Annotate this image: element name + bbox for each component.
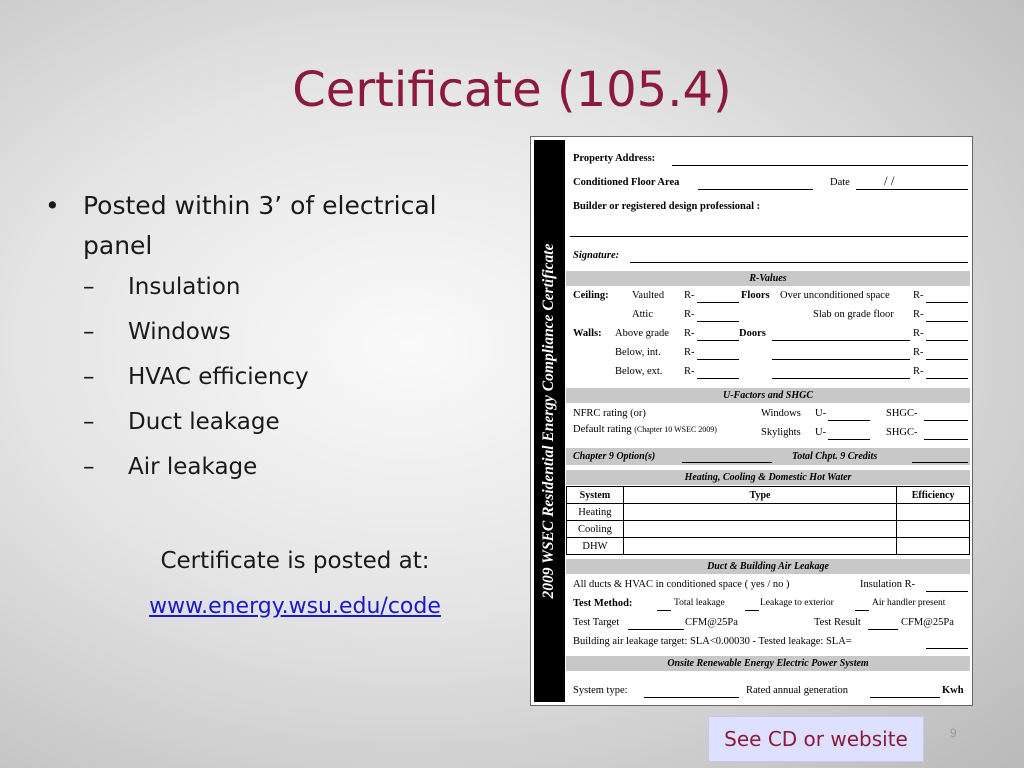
property-address-label: Property Address:: [573, 153, 656, 164]
sub-bullet-item: [83, 362, 505, 407]
doors-label: Doors: [739, 328, 766, 339]
below-int-label: Below, int.: [615, 347, 661, 358]
r-prefix: R-: [913, 328, 924, 339]
date-line: [856, 189, 968, 190]
floor-area-line: [698, 189, 813, 190]
r-prefix: R-: [684, 290, 695, 301]
default-rating-label: Default rating (Chapter 10 WSEC 2009): [573, 424, 717, 435]
r-values-header: R-Values: [566, 271, 970, 286]
sub-bullet-text: Windows: [128, 319, 231, 345]
door-r-line-3: [926, 378, 968, 379]
page-number: 9: [950, 726, 957, 740]
above-grade-label: Above grade: [615, 328, 669, 339]
bullet-text: Posted within 3’ of electrical panel: [83, 191, 437, 260]
doors-r-line: [926, 340, 968, 341]
r-prefix: R-: [684, 328, 695, 339]
total-credits-label: Total Chpt. 9 Credits: [792, 451, 878, 462]
r-prefix: R-: [913, 347, 924, 358]
r-prefix: R-: [913, 366, 924, 377]
table-cell: [623, 521, 896, 538]
air-handler-check[interactable]: [855, 610, 869, 611]
r-prefix: R-: [913, 309, 924, 320]
below-ext-label: Below, ext.: [615, 366, 663, 377]
signature-line: [630, 262, 968, 263]
table-cell: [897, 504, 970, 521]
total-leakage-check[interactable]: [657, 610, 671, 611]
sub-bullet-text: Insulation: [128, 274, 241, 300]
slide-title: Certificate (105.4): [292, 62, 732, 118]
table-row: [567, 504, 970, 521]
code-website-link[interactable]: www.energy.wsu.edu/code: [149, 594, 441, 619]
sub-bullet-list: [83, 272, 505, 497]
builder-label: Builder or registered design professional :: [573, 201, 761, 212]
system-type-line: [644, 697, 739, 698]
table-cell: [623, 504, 896, 521]
table-cell: DHW: [567, 538, 624, 555]
r-prefix: R-: [913, 290, 924, 301]
skylights-label: Skylights: [761, 427, 801, 438]
signature-label: Signature:: [573, 250, 620, 261]
r-prefix: R-: [684, 309, 695, 320]
dash-icon: –: [83, 454, 95, 480]
building-leakage-label: Building air leakage target: SLA<0.00030 - Tested leakage: SLA=: [573, 636, 852, 647]
skylights-u-line: [828, 439, 870, 440]
date-label: Date: [830, 177, 850, 188]
all-ducts-label: All ducts & HVAC in conditioned space ( yes / no ): [573, 579, 790, 590]
test-result-line: [868, 629, 898, 630]
col-type: Type: [623, 487, 896, 504]
certificate-side-banner: [534, 140, 565, 702]
dash-icon: –: [83, 364, 95, 390]
compliance-certificate: [530, 136, 973, 706]
dash-icon: –: [83, 409, 95, 435]
test-target-line: [628, 629, 684, 630]
test-result-label: Test Result: [814, 617, 861, 628]
chapter9-band: [566, 448, 970, 465]
below-int-line: [697, 359, 739, 360]
u-prefix: U-: [815, 408, 827, 419]
see-cd-callout: See CD or website: [708, 716, 924, 762]
cfm-label: CFM@25Pa: [901, 617, 954, 628]
table-header-row: [567, 487, 970, 504]
sub-bullet-text: HVAC efficiency: [128, 364, 309, 390]
generation-line: [870, 697, 940, 698]
walls-label: Walls:: [573, 328, 602, 339]
skylights-shgc-line: [924, 439, 968, 440]
u-factors-header: U-Factors and SHGC: [566, 388, 970, 403]
sub-bullet-item: [83, 452, 505, 497]
total-leakage-label: Total leakage: [674, 598, 725, 608]
certificate-side-title: 2009 WSEC Residential Energy Compliance Certificate: [540, 243, 557, 599]
insulation-label: Insulation R-: [860, 579, 916, 590]
windows-u-line: [828, 420, 870, 421]
ceiling-label: Ceiling:: [573, 290, 609, 301]
air-handler-label: Air handler present: [872, 598, 946, 608]
duct-header: Duct & Building Air Leakage: [566, 559, 970, 574]
vaulted-line: [697, 302, 739, 303]
above-grade-line: [697, 340, 739, 341]
windows-label: Windows: [761, 408, 801, 419]
shgc-prefix: SHGC-: [886, 408, 918, 419]
col-system: System: [567, 487, 624, 504]
builder-line: [570, 236, 968, 237]
sub-bullet-text: Duct leakage: [128, 409, 280, 435]
chapter9-line: [682, 462, 772, 463]
floors-label: Floors: [741, 290, 770, 301]
sla-line: [926, 648, 968, 649]
sub-bullet-item: [83, 407, 505, 452]
r-prefix: R-: [684, 366, 695, 377]
door-line-2: [772, 359, 910, 360]
attic-line: [697, 321, 739, 322]
certificate-body: [566, 140, 970, 702]
sub-bullet-item: [83, 317, 505, 362]
hvac-header: Heating, Cooling & Domestic Hot Water: [566, 470, 970, 485]
bullet-item: [45, 186, 505, 266]
dash-icon: –: [83, 319, 95, 345]
table-cell: [623, 538, 896, 555]
renewable-header: Onsite Renewable Energy Electric Power System: [566, 656, 970, 671]
door-line-3: [772, 378, 910, 379]
u-prefix: U-: [815, 427, 827, 438]
leakage-exterior-check[interactable]: [745, 610, 759, 611]
test-target-label: Test Target: [573, 617, 620, 628]
cfm-label: CFM@25Pa: [685, 617, 738, 628]
floors-line: [926, 302, 968, 303]
r-prefix: R-: [684, 347, 695, 358]
dash-icon: –: [83, 274, 95, 300]
bullet-dot-icon: •: [45, 191, 60, 220]
chapter9-label: Chapter 9 Option(s): [573, 451, 656, 462]
slab-label: Slab on grade floor: [813, 309, 894, 320]
address-line: [672, 165, 968, 166]
slab-line: [926, 321, 968, 322]
insulation-line: [926, 591, 968, 592]
shgc-prefix: SHGC-: [886, 427, 918, 438]
floor-area-label: Conditioned Floor Area: [573, 177, 680, 188]
vaulted-label: Vaulted: [632, 290, 665, 301]
table-cell: Cooling: [567, 521, 624, 538]
posted-text: Certificate is posted at:: [160, 548, 430, 574]
below-ext-line: [697, 378, 739, 379]
credits-line: [912, 462, 968, 463]
windows-shgc-line: [924, 420, 968, 421]
table-row: [567, 538, 970, 555]
hvac-table: [566, 486, 970, 555]
table-cell: [897, 538, 970, 555]
table-cell: [897, 521, 970, 538]
table-cell: Heating: [567, 504, 624, 521]
nfrc-label: NFRC rating (or): [573, 408, 646, 419]
doors-line: [772, 340, 910, 341]
system-type-label: System type:: [573, 685, 628, 696]
date-separators: / /: [884, 173, 895, 188]
sub-bullet-item: [83, 272, 505, 317]
rated-generation-label: Rated annual generation: [746, 685, 849, 696]
over-unconditioned-label: Over unconditioned space: [780, 290, 890, 301]
bullet-list: [45, 186, 505, 497]
test-method-label: Test Method:: [573, 598, 633, 609]
table-row: [567, 521, 970, 538]
kwh-label: Kwh: [942, 685, 964, 696]
col-efficiency: Efficiency: [897, 487, 970, 504]
door-r-line-2: [926, 359, 968, 360]
sub-bullet-text: Air leakage: [128, 454, 258, 480]
leakage-exterior-label: Leakage to exterior: [760, 598, 834, 608]
attic-label: Attic: [632, 309, 653, 320]
